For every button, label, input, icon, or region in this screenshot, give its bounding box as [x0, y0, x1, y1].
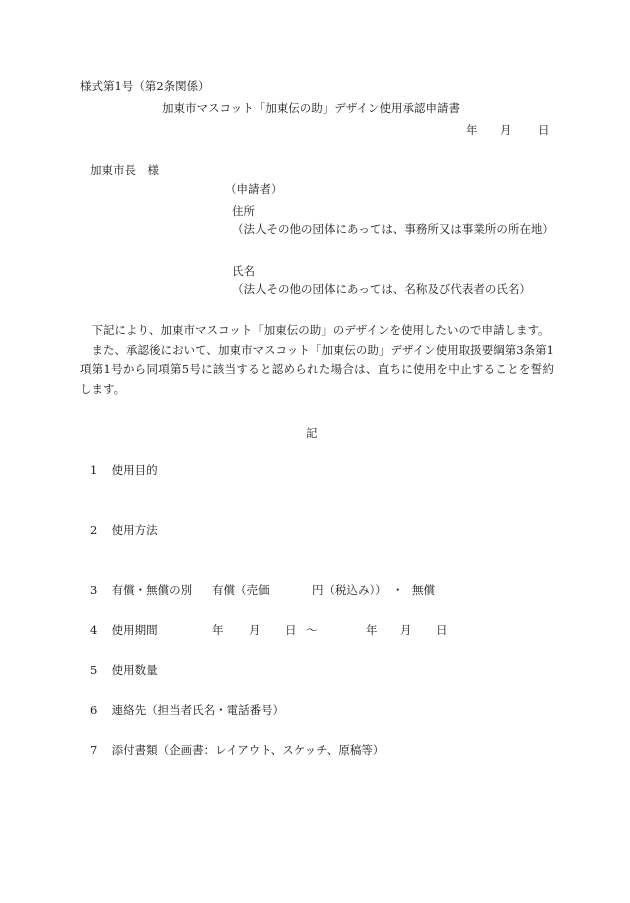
period-start-year: 年 — [212, 623, 224, 637]
item-label: 使用期間 — [111, 623, 158, 637]
addressee: 加東市長 様 — [90, 163, 159, 177]
address-note: （法人その他の団体にあっては、事務所又は事業所の所在地） — [232, 222, 554, 236]
document-title: 加東市マスコット「加東伝の助」デザイン使用承認申請書 — [162, 101, 460, 115]
body-paragraph-2: また、承認後において、加東市マスコット「加東伝の助」デザイン使用取扱要綱第3条第1項第1号から同項第5号に該当すると認められた場合は、直ちに使用を中止することを誓約します。 — [80, 342, 554, 396]
yen-tax-included-label: 円（税込み）） — [312, 583, 387, 597]
period-start-month: 月 — [249, 623, 261, 637]
applicant-heading: （申請者） — [225, 182, 283, 196]
item-number: 5 — [90, 663, 98, 677]
item-paid-or-free — [90, 582, 192, 598]
date-day: 日 — [538, 123, 550, 137]
item-label: 有償・無償の別 — [111, 583, 193, 597]
period-start-day: 日 — [285, 623, 297, 637]
address-label: 住所 — [232, 204, 255, 218]
item-usage-method — [90, 522, 158, 538]
item-number: 6 — [90, 703, 98, 717]
ki-heading: 記 — [306, 426, 318, 440]
period-end-month: 月 — [400, 623, 412, 637]
item-attachments — [90, 742, 384, 758]
body-text — [80, 321, 554, 399]
item-number: 2 — [90, 523, 98, 537]
item-number: 1 — [90, 463, 98, 477]
item-contact — [90, 702, 284, 718]
item-label: 使用方法 — [111, 523, 158, 537]
form-number: 様式第1号（第2条関係） — [80, 79, 210, 93]
item-number: 3 — [90, 583, 98, 597]
item-usage-quantity — [90, 662, 158, 678]
item-usage-purpose — [90, 462, 158, 478]
item-label: 使用数量 — [111, 663, 158, 677]
item-label: 添付書類（企画書：レイアウト、スケッチ、原稿等） — [111, 743, 385, 757]
item-label: 連絡先（担当者氏名・電話番号） — [111, 703, 285, 717]
item-number: 4 — [90, 623, 98, 637]
date-month: 月 — [500, 123, 512, 137]
period-tilde: ～ — [306, 623, 318, 637]
name-label: 氏名 — [232, 264, 255, 278]
separator-dot: ・ — [392, 583, 404, 597]
period-end-year: 年 — [366, 623, 378, 637]
name-note: （法人その他の団体にあっては、名称及び代表者の氏名） — [232, 282, 531, 296]
paid-label: 有償（売価 — [212, 583, 270, 597]
body-paragraph-1: 下記により、加東市マスコット「加東伝の助」のデザインを使用したいので申請します。 — [91, 323, 550, 337]
date-year: 年 — [466, 123, 478, 137]
period-end-day: 日 — [436, 623, 448, 637]
item-usage-period — [90, 622, 158, 638]
free-label: 無償 — [412, 583, 435, 597]
item-number: 7 — [90, 743, 98, 757]
item-label: 使用目的 — [111, 463, 158, 477]
